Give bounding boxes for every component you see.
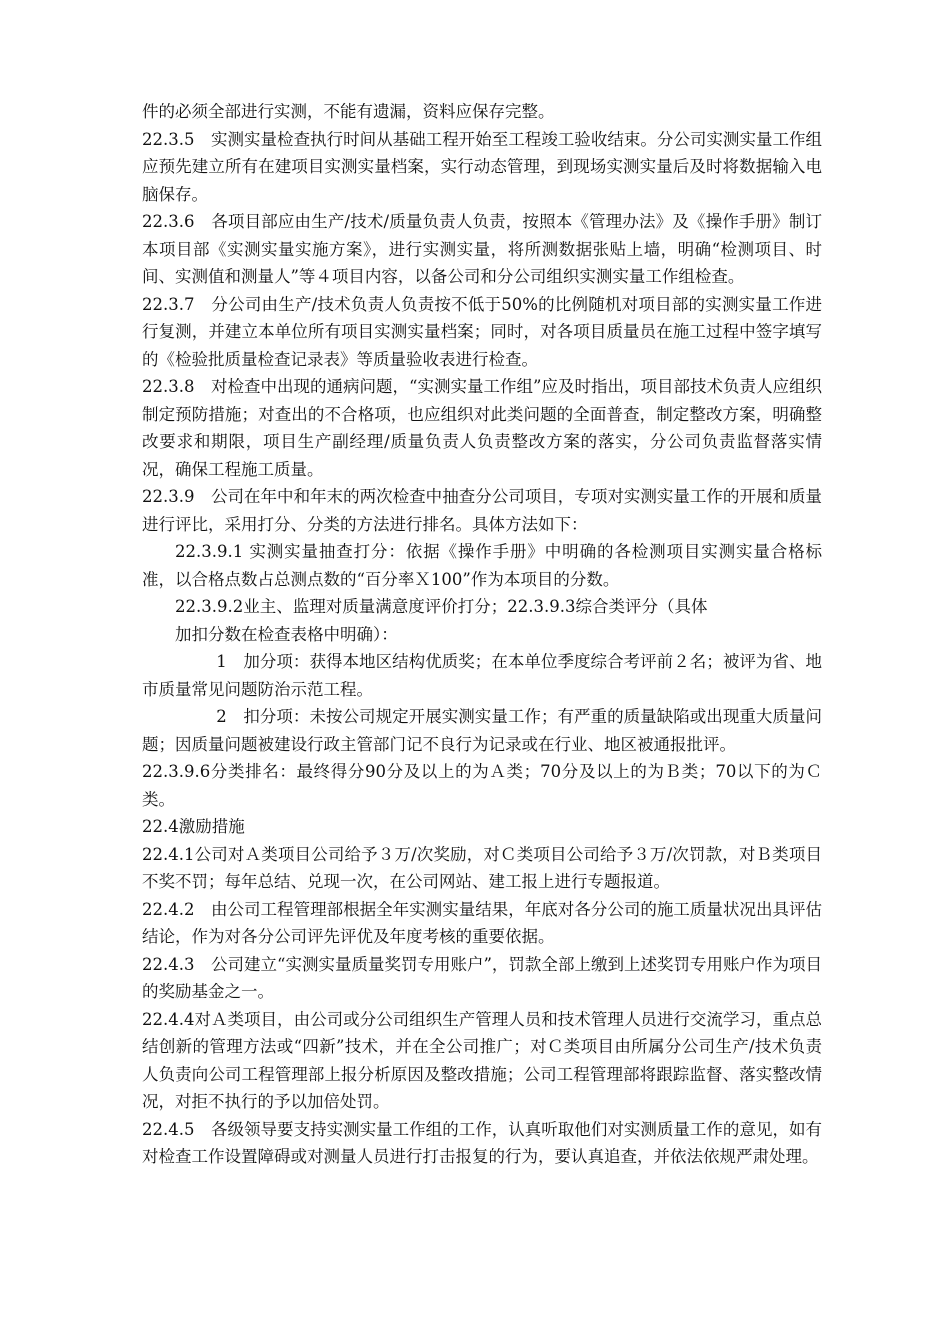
paragraph-22-3-9-2-line2: 加扣分数在检查表格中明确）： xyxy=(175,624,398,644)
paragraph-22-3-9-1: 22.3.9.1 实测实量抽查打分：依据《操作手册》中明确的各检测项目实测实量合格标准，以合格点数占总测点数的“百分率Ｘ100”作为本项目的分数。 xyxy=(142,542,822,589)
paragraph-22-3-8: 22.3.8 对检查中出现的通病问题，“实测实量工作组”应及时指出，项目部技术负责人应组织制定预防措施；对查出的不合格项，也应组织对此类问题的全面普查，制定整改方案，明确整改要求和期限，项目生产副经理/质量负责人负责整改方案的落实，分公司负责监督落实情况，确保工程施工质量。 xyxy=(142,377,822,479)
paragraph-22-3-9: 22.3.9 公司在年中和年末的两次检查中抽查分公司项目，专项对实测实量工作的开展和质量进行评比，采用打分、分类的方法进行排名。具体方法如下： xyxy=(142,487,822,534)
paragraph-22-3-6: 22.3.6 各项目部应由生产/技术/质量负责人负责，按照本《管理办法》及《操作手册》制订本项目部《实测实量实施方案》，进行实测实量，将所测数据张贴上墙，明确“检测项目、时间、实测值和测量人”等４项目内容，以备公司和分公司组织实测实量工作组检查。 xyxy=(142,212,822,286)
document-page xyxy=(142,98,822,1171)
paragraph-22-4-5: 22.4.5 各级领导要支持实测实量工作组的工作，认真听取他们对实测质量工作的意见，如有对检查工作设置障碍或对测量人员进行打击报复的行为，要认真追查，并依法依规严肃处理。 xyxy=(142,1119,822,1166)
paragraph-22-3-9-2-line1: 22.3.9.2业主、监理对质量满意度评价打分；22.3.9.3综合类评分（具体 xyxy=(175,597,708,616)
paragraph-22-3-9-6: 22.3.9.6分类排名：最终得分90分及以上的为Ａ类；70分及以上的为Ｂ类；70以下的为Ｃ类。 xyxy=(142,762,822,809)
paragraph-22-3-9-2 xyxy=(142,593,822,648)
paragraph-22-4-1: 22.4.1公司对Ａ类项目公司给予３万/次奖励，对Ｃ类项目公司给予３万/次罚款，对Ｂ类项目不奖不罚；每年总结、兑现一次，在公司网站、建工报上进行专题报道。 xyxy=(142,844,822,891)
list-item-bonus: 1 加分项：获得本地区结构优质奖；在本单位季度综合考评前２名；被评为省、地市质量常见问题防治示范工程。 xyxy=(142,652,822,699)
paragraph-22-3-5: 22.3.5 实测实量检查执行时间从基础工程开始至工程竣工验收结束。分公司实测实量工作组应预先建立所有在建项目实测实量档案，实行动态管理，到现场实测实量后及时将数据输入电脑保存。 xyxy=(142,129,822,204)
paragraph-22-3-7: 22.3.7 分公司由生产/技术负责人负责按不低于50%的比例随机对项目部的实测实量工作进行复测，并建立本单位所有项目实测实量档案；同时，对各项目质量员在施工过程中签字填写的《检验批质量检查记录表》等质量验收表进行检查。 xyxy=(142,294,822,369)
paragraph-22-4-3: 22.4.3 公司建立“实测实量质量奖罚专用账户”，罚款全部上缴到上述奖罚专用账户作为项目的奖励基金之一。 xyxy=(142,954,822,1001)
paragraph-continuation: 件的必须全部进行实测，不能有遗漏，资料应保存完整。 xyxy=(142,102,555,121)
paragraph-22-4-2: 22.4.2 由公司工程管理部根据全年实测实量结果，年底对各分公司的施工质量状况出具评估结论，作为对各分公司评先评优及年度考核的重要依据。 xyxy=(142,899,822,946)
section-heading-22-4: 22.4激励措施 xyxy=(142,817,245,836)
list-item-deduction: 2 扣分项：未按公司规定开展实测实量工作；有严重的质量缺陷或出现重大质量问题；因质量问题被建设行政主管部门记不良行为记录或在行业、地区被通报批评。 xyxy=(142,707,822,754)
paragraph-22-4-4: 22.4.4对Ａ类项目，由公司或分公司组织生产管理人员和技术管理人员进行交流学习，重点总结创新的管理方法或“四新”技术，并在全公司推广；对Ｃ类项目由所属分公司生产/技术负责人负责向公司工程管理部上报分析原因及整改措施；公司工程管理部将跟踪监督、落实整改情况，对拒不执行的予以加倍处罚。 xyxy=(142,1009,822,1111)
